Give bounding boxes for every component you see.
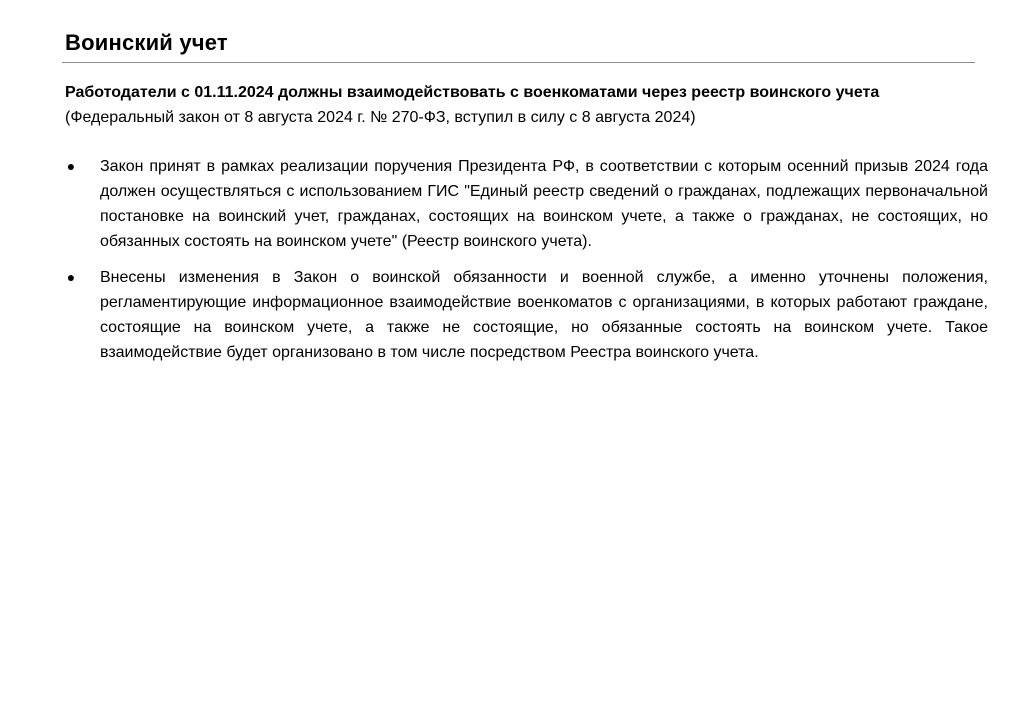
headline: Работодатели с 01.11.2024 должны взаимодействовать с военкоматами через реестр воинского учета [65,84,880,101]
bullet-text: Внесены изменения в Закон о воинской обязанности и военной службе, а именно уточнены положения, регламентирующие информационное взаимодействие военкоматов с организациями, в которых работают граждане, состоящие на воинском учете, а также не состоящие, но обязанные состоять на воинском учете. Такое взаимодействие будет организовано в том числе посредством Реестра воинского учета. [100,269,988,361]
bullet-icon: ● [66,158,76,174]
bullet-text: Закон принят в рамках реализации поручения Президента РФ, в соответствии с которым осенний призыв 2024 года должен осуществляться с использованием ГИС "Единый реестр сведений о гражданах, подлежащих первоначальной постановке на воинский учет, гражданах, состоящих на воинском учете, а также о гражданах, не состоящих, но обязанных состоять на воинском учете" (Реестр воинского учета). [100,158,988,250]
law-reference: (Федеральный закон от 8 августа 2024 г. № 270-ФЗ, вступил в силу с 8 августа 2024) [65,109,696,126]
page-title: Воинский учет [65,30,228,55]
bullet-icon: ● [66,269,76,285]
bullet-item [65,265,988,365]
title-divider [62,62,975,63]
bullet-list [65,154,988,365]
document-body [65,80,988,376]
bullet-item [65,154,988,254]
